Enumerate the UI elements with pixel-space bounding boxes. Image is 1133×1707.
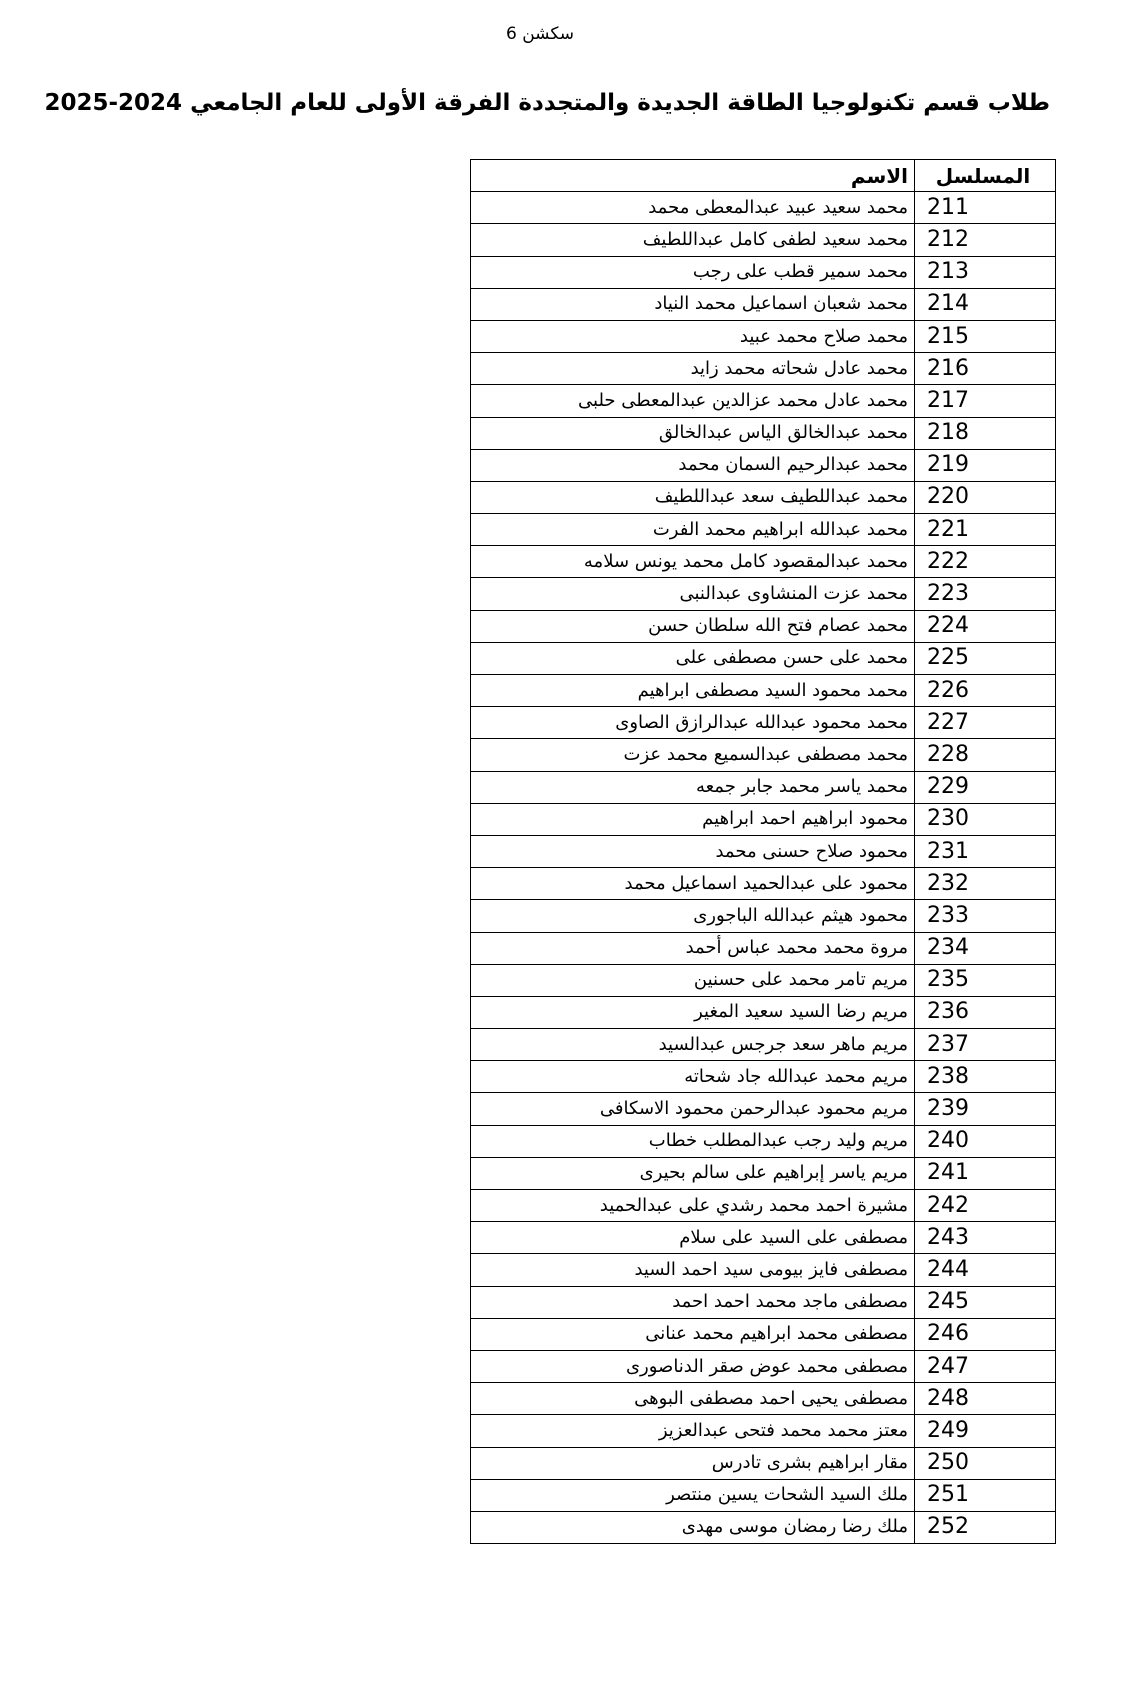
student-name-cell: محمد عادل شحاته محمد زايد — [471, 353, 915, 385]
table-row — [471, 835, 1056, 867]
table-row — [471, 385, 1056, 417]
student-name-cell: مروة محمد محمد عباس أحمد — [471, 932, 915, 964]
serial-cell: 248 — [915, 1383, 1056, 1415]
table-row — [471, 1286, 1056, 1318]
student-name-cell: مريم وليد رجب عبدالمطلب خطاب — [471, 1125, 915, 1157]
table-row — [471, 932, 1056, 964]
page-title: طلاب قسم تكنولوجيا الطاقة الجديدة والمتجددة الفرقة الأولى للعام الجامعي 2024-2025 — [44, 90, 1050, 116]
table-row — [471, 1222, 1056, 1254]
table-row — [471, 578, 1056, 610]
table-row — [471, 1479, 1056, 1511]
serial-cell: 242 — [915, 1190, 1056, 1222]
student-name-cell: مصطفى ماجد محمد احمد احمد — [471, 1286, 915, 1318]
serial-cell: 244 — [915, 1254, 1056, 1286]
table-header-row — [471, 160, 1056, 192]
table-row — [471, 803, 1056, 835]
student-name-cell: محمد عبدالله ابراهيم محمد الفرت — [471, 514, 915, 546]
table-row — [471, 353, 1056, 385]
serial-cell: 224 — [915, 610, 1056, 642]
serial-cell: 243 — [915, 1222, 1056, 1254]
table-row — [471, 771, 1056, 803]
serial-cell: 229 — [915, 771, 1056, 803]
student-name-cell: مريم محمد عبدالله جاد شحاته — [471, 1061, 915, 1093]
serial-cell: 216 — [915, 353, 1056, 385]
student-name-cell: مريم ياسر إبراهيم على سالم بحيرى — [471, 1157, 915, 1189]
student-name-cell: محمد عصام فتح الله سلطان حسن — [471, 610, 915, 642]
serial-cell: 233 — [915, 900, 1056, 932]
student-name-cell: محمد عبدالرحيم السمان محمد — [471, 449, 915, 481]
student-name-cell: محمد عزت المنشاوى عبدالنبى — [471, 578, 915, 610]
table-row — [471, 417, 1056, 449]
student-name-cell: مريم ماهر سعد جرجس عبدالسيد — [471, 1029, 915, 1061]
student-name-cell: مصطفى محمد ابراهيم محمد عنانى — [471, 1318, 915, 1350]
serial-cell: 221 — [915, 514, 1056, 546]
student-name-cell: محمد عادل محمد عزالدين عبدالمعطى حلبى — [471, 385, 915, 417]
student-name-cell: مصطفى على السيد على سلام — [471, 1222, 915, 1254]
student-name-cell: محمود هيثم عبدالله الباجورى — [471, 900, 915, 932]
table-body — [471, 192, 1056, 1544]
student-name-cell: محمود على عبدالحميد اسماعيل محمد — [471, 868, 915, 900]
serial-cell: 211 — [915, 192, 1056, 224]
serial-cell: 217 — [915, 385, 1056, 417]
serial-cell: 240 — [915, 1125, 1056, 1157]
table-row — [471, 288, 1056, 320]
serial-cell: 234 — [915, 932, 1056, 964]
serial-cell: 235 — [915, 964, 1056, 996]
table-row — [471, 675, 1056, 707]
serial-cell: 236 — [915, 996, 1056, 1028]
table-row — [471, 707, 1056, 739]
serial-cell: 225 — [915, 642, 1056, 674]
serial-cell: 250 — [915, 1447, 1056, 1479]
student-name-cell: محمد سعيد لطفى كامل عبداللطيف — [471, 224, 915, 256]
table-row — [471, 868, 1056, 900]
serial-cell: 252 — [915, 1511, 1056, 1543]
serial-cell: 227 — [915, 707, 1056, 739]
serial-cell: 228 — [915, 739, 1056, 771]
table-row — [471, 739, 1056, 771]
serial-cell: 239 — [915, 1093, 1056, 1125]
serial-cell: 218 — [915, 417, 1056, 449]
student-name-cell: محمود صلاح حسنى محمد — [471, 835, 915, 867]
student-name-cell: ملك السيد الشحات يسين منتصر — [471, 1479, 915, 1511]
student-name-cell: مريم رضا السيد سعيد المغير — [471, 996, 915, 1028]
serial-column-header: المسلسل — [915, 160, 1056, 192]
table-row — [471, 192, 1056, 224]
student-name-cell: محمد شعبان اسماعيل محمد النياد — [471, 288, 915, 320]
student-name-cell: مريم تامر محمد على حسنين — [471, 964, 915, 996]
serial-cell: 231 — [915, 835, 1056, 867]
student-name-cell: محمود ابراهيم احمد ابراهيم — [471, 803, 915, 835]
table-row — [471, 900, 1056, 932]
table-row — [471, 320, 1056, 352]
table-row — [471, 964, 1056, 996]
table-row — [471, 1029, 1056, 1061]
table-row — [471, 1318, 1056, 1350]
student-name-cell: مقار ابراهيم بشرى تادرس — [471, 1447, 915, 1479]
serial-cell: 223 — [915, 578, 1056, 610]
table-row — [471, 1447, 1056, 1479]
student-name-cell: محمد صلاح محمد عبيد — [471, 320, 915, 352]
table-row — [471, 1415, 1056, 1447]
student-name-cell: مصطفى فايز بيومى سيد احمد السيد — [471, 1254, 915, 1286]
student-name-cell: مصطفى يحيى احمد مصطفى البوهى — [471, 1383, 915, 1415]
student-name-cell: ملك رضا رمضان موسى مهدى — [471, 1511, 915, 1543]
table-row — [471, 642, 1056, 674]
serial-cell: 251 — [915, 1479, 1056, 1511]
serial-cell: 220 — [915, 481, 1056, 513]
name-column-header: الاسم — [471, 160, 915, 192]
student-name-cell: محمد محمود عبدالله عبدالرازق الصاوى — [471, 707, 915, 739]
table-row — [471, 481, 1056, 513]
student-name-cell: محمد عبدالمقصود كامل محمد يونس سلامه — [471, 546, 915, 578]
serial-cell: 213 — [915, 256, 1056, 288]
serial-cell: 222 — [915, 546, 1056, 578]
serial-cell: 249 — [915, 1415, 1056, 1447]
table-row — [471, 1157, 1056, 1189]
table-row — [471, 1061, 1056, 1093]
student-name-cell: مصطفى محمد عوض صقر الدناصورى — [471, 1350, 915, 1382]
serial-cell: 241 — [915, 1157, 1056, 1189]
table-row — [471, 256, 1056, 288]
table-row — [471, 224, 1056, 256]
students-table — [470, 159, 1056, 1544]
serial-cell: 230 — [915, 803, 1056, 835]
student-name-cell: مشيرة احمد محمد رشدي على عبدالحميد — [471, 1190, 915, 1222]
table-row — [471, 1125, 1056, 1157]
student-name-cell: مريم محمود عبدالرحمن محمود الاسكافى — [471, 1093, 915, 1125]
serial-cell: 215 — [915, 320, 1056, 352]
serial-cell: 212 — [915, 224, 1056, 256]
student-name-cell: محمد سمير قطب على رجب — [471, 256, 915, 288]
student-name-cell: محمد محمود السيد مصطفى ابراهيم — [471, 675, 915, 707]
table-row — [471, 1350, 1056, 1382]
table-row — [471, 996, 1056, 1028]
table-row — [471, 1254, 1056, 1286]
table-row — [471, 1190, 1056, 1222]
student-name-cell: محمد مصطفى عبدالسميع محمد عزت — [471, 739, 915, 771]
serial-cell: 219 — [915, 449, 1056, 481]
student-name-cell: محمد عبدالخالق الياس عبدالخالق — [471, 417, 915, 449]
table-row — [471, 514, 1056, 546]
table-row — [471, 610, 1056, 642]
serial-cell: 246 — [915, 1318, 1056, 1350]
serial-cell: 238 — [915, 1061, 1056, 1093]
serial-cell: 214 — [915, 288, 1056, 320]
table-row — [471, 1383, 1056, 1415]
serial-cell: 232 — [915, 868, 1056, 900]
table-row — [471, 1511, 1056, 1543]
table-row — [471, 449, 1056, 481]
student-name-cell: محمد ياسر محمد جابر جمعه — [471, 771, 915, 803]
student-name-cell: محمد عبداللطيف سعد عبداللطيف — [471, 481, 915, 513]
serial-cell: 226 — [915, 675, 1056, 707]
student-name-cell: محمد سعيد عبيد عبدالمعطى محمد — [471, 192, 915, 224]
student-name-cell: محمد على حسن مصطفى على — [471, 642, 915, 674]
serial-cell: 245 — [915, 1286, 1056, 1318]
table-row — [471, 546, 1056, 578]
serial-cell: 237 — [915, 1029, 1056, 1061]
section-label: سكشن 6 — [506, 24, 574, 44]
table-row — [471, 1093, 1056, 1125]
student-name-cell: معتز محمد محمد فتحى عبدالعزيز — [471, 1415, 915, 1447]
serial-cell: 247 — [915, 1350, 1056, 1382]
